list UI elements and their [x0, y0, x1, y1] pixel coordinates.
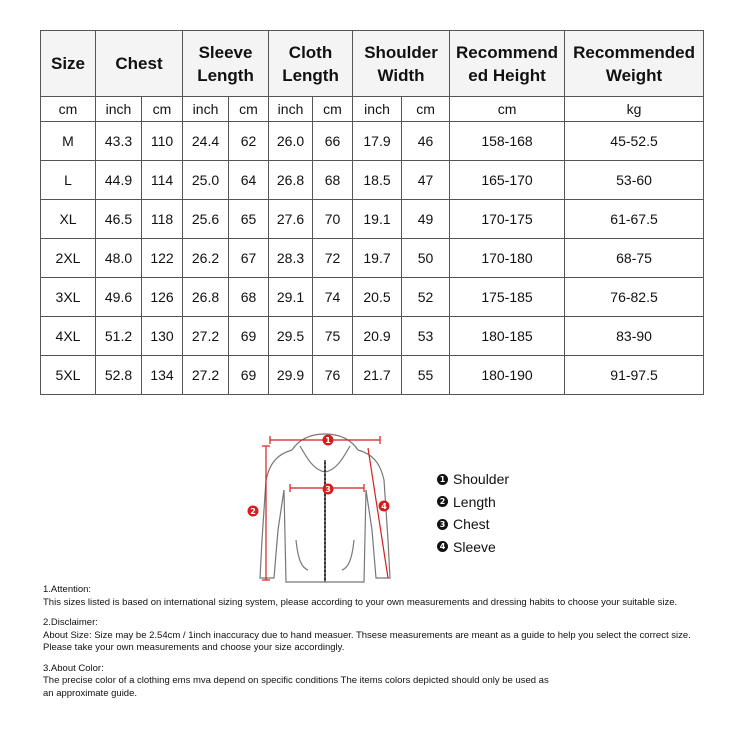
legend-number-badge: 3	[437, 519, 448, 530]
table-cell: 20.5	[353, 278, 402, 317]
table-cell: 69	[229, 356, 269, 395]
table-row	[41, 356, 704, 395]
table-cell: 175-185	[450, 278, 565, 317]
marker-1	[323, 435, 334, 446]
unit-cell: inch	[269, 97, 313, 122]
table-cell: 91-97.5	[565, 356, 704, 395]
table-cell: 130	[142, 317, 183, 356]
svg-text:1: 1	[325, 436, 331, 445]
table-cell: 70	[313, 200, 353, 239]
table-cell: 29.1	[269, 278, 313, 317]
header-size: Size	[41, 31, 96, 97]
disclaimer-title: 2.Disclaimer:	[43, 617, 98, 628]
table-cell: 118	[142, 200, 183, 239]
size-label-cell: 4XL	[41, 317, 96, 356]
table-cell: 72	[313, 239, 353, 278]
table-cell: 48.0	[96, 239, 142, 278]
table-cell: 180-185	[450, 317, 565, 356]
legend-number-badge: 1	[437, 474, 448, 485]
table-cell: 19.1	[353, 200, 402, 239]
unit-cell: inch	[353, 97, 402, 122]
table-cell: 61-67.5	[565, 200, 704, 239]
size-label-cell: 2XL	[41, 239, 96, 278]
table-cell: 52.8	[96, 356, 142, 395]
table-cell: 47	[402, 161, 450, 200]
unit-cell: kg	[565, 97, 704, 122]
svg-text:4: 4	[381, 502, 387, 511]
table-row	[41, 317, 704, 356]
table-cell: 75	[313, 317, 353, 356]
notes-section	[43, 584, 743, 708]
legend-item-shoulder	[437, 468, 509, 491]
table-cell: 67	[229, 239, 269, 278]
table-cell: 65	[229, 200, 269, 239]
table-cell: 25.0	[183, 161, 229, 200]
unit-cell: cm	[450, 97, 565, 122]
legend-number-badge: 4	[437, 541, 448, 552]
size-label-cell: L	[41, 161, 96, 200]
table-cell: 110	[142, 122, 183, 161]
unit-cell: inch	[183, 97, 229, 122]
table-cell: 74	[313, 278, 353, 317]
table-cell: 49.6	[96, 278, 142, 317]
table-cell: 68	[313, 161, 353, 200]
unit-cell: cm	[41, 97, 96, 122]
header-cloth-length: Cloth Length	[269, 31, 353, 97]
table-cell: 17.9	[353, 122, 402, 161]
color-text-line: The precise color of a clothing ems mva depend on specific conditions The items colors depicted should only be used as	[43, 675, 549, 686]
attention-title: 1.Attention:	[43, 584, 92, 595]
table-cell: 64	[229, 161, 269, 200]
table-cell: 158-168	[450, 122, 565, 161]
table-cell: 26.8	[269, 161, 313, 200]
table-cell: 51.2	[96, 317, 142, 356]
marker-3	[323, 484, 334, 495]
unit-cell: cm	[313, 97, 353, 122]
legend-label: Length	[453, 493, 496, 510]
size-chart-table	[40, 30, 704, 395]
legend-item-chest	[437, 513, 509, 536]
legend-label: Chest	[453, 516, 490, 533]
table-cell: 134	[142, 356, 183, 395]
table-cell: 20.9	[353, 317, 402, 356]
unit-cell: cm	[229, 97, 269, 122]
table-cell: 26.8	[183, 278, 229, 317]
table-cell: 46	[402, 122, 450, 161]
table-cell: 76-82.5	[565, 278, 704, 317]
table-cell: 18.5	[353, 161, 402, 200]
header-recommended-weight: Recommended Weight	[565, 31, 704, 97]
jacket-measurement-diagram	[240, 420, 410, 590]
diagram-legend	[437, 468, 509, 558]
table-cell: 55	[402, 356, 450, 395]
disclaimer-text-line: Please take your own measurements and choose your size accordingly.	[43, 642, 345, 653]
size-label-cell: 5XL	[41, 356, 96, 395]
table-cell: 68	[229, 278, 269, 317]
svg-text:3: 3	[325, 485, 331, 494]
table-cell: 122	[142, 239, 183, 278]
header-chest: Chest	[96, 31, 183, 97]
table-cell: 170-180	[450, 239, 565, 278]
size-label-cell: XL	[41, 200, 96, 239]
table-cell: 180-190	[450, 356, 565, 395]
color-title: 3.About Color:	[43, 662, 104, 674]
table-cell: 170-175	[450, 200, 565, 239]
table-cell: 26.0	[269, 122, 313, 161]
unit-cell: inch	[96, 97, 142, 122]
table-row	[41, 161, 704, 200]
legend-number-badge: 2	[437, 496, 448, 507]
legend-label: Shoulder	[453, 471, 510, 488]
legend-label: Sleeve	[453, 538, 496, 555]
table-cell: 29.5	[269, 317, 313, 356]
table-row	[41, 278, 704, 317]
color-text-line: an approximate guide.	[43, 687, 138, 699]
table-cell: 69	[229, 317, 269, 356]
attention-note	[43, 584, 743, 609]
table-cell: 50	[402, 239, 450, 278]
legend-item-length	[437, 491, 509, 514]
table-cell: 26.2	[183, 239, 229, 278]
table-cell: 52	[402, 278, 450, 317]
header-sleeve-length: Sleeve Length	[183, 31, 269, 97]
table-cell: 44.9	[96, 161, 142, 200]
table-cell: 27.2	[183, 356, 229, 395]
table-cell: 62	[229, 122, 269, 161]
unit-cell: cm	[142, 97, 183, 122]
table-cell: 126	[142, 278, 183, 317]
table-cell: 46.5	[96, 200, 142, 239]
size-label-cell: 3XL	[41, 278, 96, 317]
table-cell: 83-90	[565, 317, 704, 356]
table-cell: 45-52.5	[565, 122, 704, 161]
size-label-cell: M	[41, 122, 96, 161]
disclaimer-note	[43, 617, 743, 655]
table-cell: 66	[313, 122, 353, 161]
color-note	[43, 663, 743, 701]
attention-text: This sizes listed is based on international sizing system, please according to your own measurements and dressing habits to choose your suitable size.	[43, 596, 678, 608]
table-cell: 43.3	[96, 122, 142, 161]
table-cell: 19.7	[353, 239, 402, 278]
table-cell: 165-170	[450, 161, 565, 200]
table-cell: 28.3	[269, 239, 313, 278]
table-cell: 68-75	[565, 239, 704, 278]
table-cell: 53-60	[565, 161, 704, 200]
unit-cell: cm	[402, 97, 450, 122]
table-cell: 76	[313, 356, 353, 395]
marker-2	[248, 506, 259, 517]
marker-4	[379, 501, 390, 512]
table-cell: 21.7	[353, 356, 402, 395]
sleeve-measure-line	[368, 448, 388, 578]
table-cell: 29.9	[269, 356, 313, 395]
disclaimer-text-line: About Size: Size may be 2.54cm / 1inch inaccuracy due to hand measuer. Thsese measurements are meant as a guide to help you select the correct size.	[43, 629, 691, 641]
header-recommended-height: Recommend ed Height	[450, 31, 565, 97]
table-row	[41, 239, 704, 278]
table-cell: 114	[142, 161, 183, 200]
table-cell: 27.6	[269, 200, 313, 239]
legend-item-sleeve	[437, 536, 509, 559]
table-cell: 27.2	[183, 317, 229, 356]
table-cell: 49	[402, 200, 450, 239]
table-row	[41, 122, 704, 161]
units-row	[41, 97, 704, 122]
svg-text:2: 2	[250, 507, 256, 516]
table-cell: 24.4	[183, 122, 229, 161]
header-shoulder-width: Shoulder Width	[353, 31, 450, 97]
table-cell: 25.6	[183, 200, 229, 239]
table-cell: 53	[402, 317, 450, 356]
table-row	[41, 200, 704, 239]
